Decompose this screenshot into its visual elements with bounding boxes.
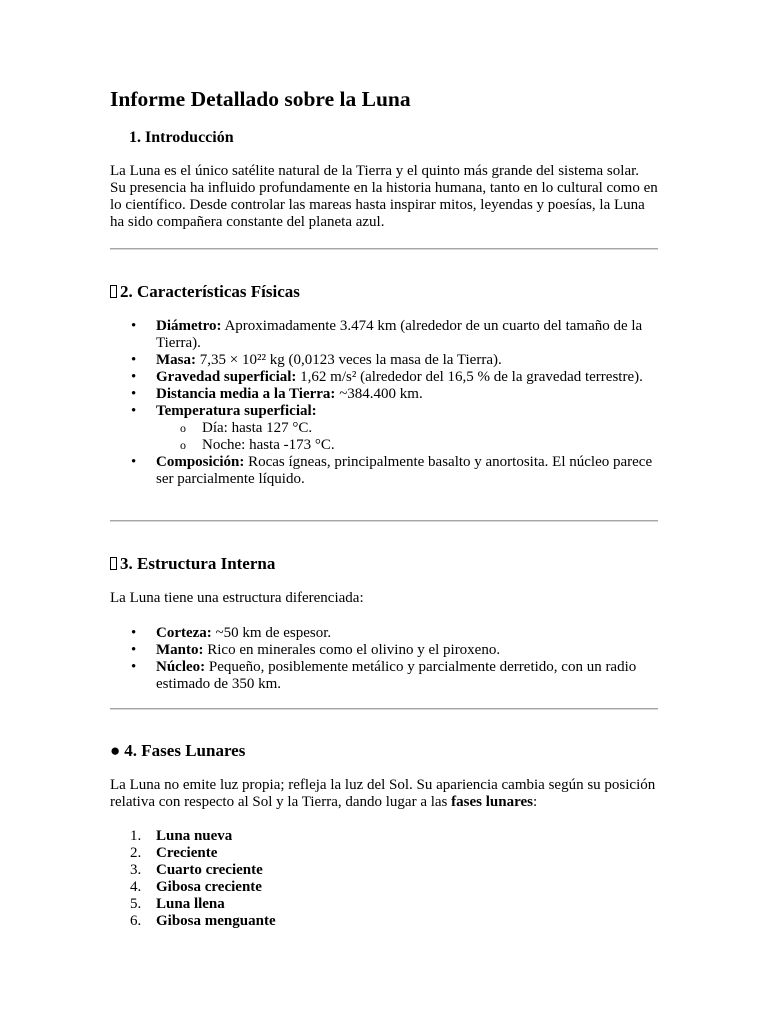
section-heading-caracteristicas <box>110 281 300 303</box>
list-item <box>110 896 658 913</box>
missing-glyph-icon <box>110 557 117 570</box>
horizontal-divider <box>110 708 658 710</box>
missing-glyph-icon <box>110 285 117 298</box>
item-label: Distancia media a la Tierra: <box>156 386 336 402</box>
item-text: 1,62 m/s² (alrededor del 16,5 % de la gravedad terrestre). <box>296 369 643 385</box>
paragraph-text: : <box>532 794 538 810</box>
structure-intro-paragraph: La Luna tiene una estructura diferenciada: <box>110 590 364 606</box>
item-label: Composición: <box>156 454 245 470</box>
physical-properties-list <box>110 318 658 488</box>
list-item <box>110 845 658 862</box>
item-label: Gibosa creciente <box>156 879 262 895</box>
item-label: Creciente <box>156 845 218 861</box>
item-label: Masa: <box>156 352 196 368</box>
item-label: Diámetro: <box>156 318 222 334</box>
item-label: Corteza: <box>156 625 212 641</box>
internal-structure-list <box>110 625 658 693</box>
list-number: 5. <box>130 896 142 912</box>
list-item <box>110 828 658 845</box>
section-heading-text: 2. Características Físicas <box>120 282 300 301</box>
list-item <box>110 862 658 879</box>
item-label: Manto: <box>156 642 204 658</box>
sublist-item <box>156 437 658 454</box>
item-text: Pequeño, posiblemente metálico y parcialmente derretido, con un radio estimado de 350 km. <box>156 659 637 692</box>
lunar-phases-list <box>110 828 658 930</box>
item-text: Aproximadamente 3.474 km (alrededor de un cuarto del tamaño de la Tierra). <box>156 318 643 351</box>
list-item <box>110 318 658 352</box>
item-label: Núcleo: <box>156 659 206 675</box>
item-label: Cuarto creciente <box>156 862 263 878</box>
bullet-icon: • <box>131 659 137 675</box>
phases-intro-paragraph <box>110 777 658 811</box>
item-text: ~384.400 km. <box>335 386 423 402</box>
list-number: 1. <box>130 828 142 844</box>
bullet-icon: • <box>131 386 137 402</box>
section-heading-fases <box>110 740 245 762</box>
list-item <box>110 642 658 659</box>
item-label: Luna llena <box>156 896 225 912</box>
section-heading-text: 4. Fases Lunares <box>124 741 246 760</box>
bullet-icon: • <box>131 352 137 368</box>
list-number: 6. <box>130 913 142 929</box>
bullet-icon: • <box>131 625 137 641</box>
list-number: 4. <box>130 879 142 895</box>
list-item <box>110 879 658 896</box>
document-title: Informe Detallado sobre la Luna <box>110 87 411 111</box>
sublist-item-text: Noche: hasta -173 °C. <box>202 437 335 453</box>
bullet-icon: • <box>131 642 137 658</box>
list-item <box>110 659 658 693</box>
section-heading-text: 3. Estructura Interna <box>120 554 276 573</box>
list-number: 3. <box>130 862 142 878</box>
bullet-icon: • <box>131 454 137 470</box>
full-moon-icon: ● <box>110 741 121 760</box>
list-item <box>110 403 658 454</box>
list-item <box>110 913 658 930</box>
sub-bullet-icon: o <box>180 438 186 452</box>
sublist-item-text: Día: hasta 127 °C. <box>202 420 313 436</box>
emphasis-text: fases lunares <box>451 794 533 810</box>
item-text: Rocas ígneas, principalmente basalto y anortosita. El núcleo parece ser parcialmente líquido. <box>156 454 653 487</box>
section-heading-introduccion: 1. Introducción <box>129 129 234 146</box>
section-heading-estructura <box>110 553 275 575</box>
list-item <box>110 369 658 386</box>
item-label: Temperatura superficial: <box>156 403 317 419</box>
horizontal-divider <box>110 248 658 250</box>
bullet-icon: • <box>131 318 137 334</box>
item-label: Gravedad superficial: <box>156 369 297 385</box>
item-text: 7,35 × 10²² kg (0,0123 veces la masa de la Tierra). <box>196 352 502 368</box>
paragraph-text: La Luna no emite luz propia; refleja la luz del Sol. Su apariencia cambia según su posición relativa con respecto al Sol y la Tierra, dando lugar a las <box>110 777 656 810</box>
bullet-icon: • <box>131 369 137 385</box>
temperature-sublist <box>156 420 658 454</box>
sub-bullet-icon: o <box>180 421 186 435</box>
sublist-item <box>156 420 658 437</box>
item-text: ~50 km de espesor. <box>211 625 332 641</box>
list-item <box>110 625 658 642</box>
item-label: Luna nueva <box>156 828 233 844</box>
list-item <box>110 386 658 403</box>
item-text: Rico en minerales como el olivino y el piroxeno. <box>203 642 501 658</box>
list-number: 2. <box>130 845 142 861</box>
bullet-icon: • <box>131 403 137 419</box>
list-item <box>110 454 658 488</box>
list-item <box>110 352 658 369</box>
item-label: Gibosa menguante <box>156 913 276 929</box>
intro-paragraph: La Luna es el único satélite natural de la Tierra y el quinto más grande del sistema solar. Su presencia ha influido profundamente en la historia humana, tanto en lo cultural como en lo científico. Desde controlar las mareas hasta inspirar mitos, leyendas y poesías, la Luna ha sido compañera constante del planeta azul. <box>110 163 658 230</box>
horizontal-divider <box>110 520 658 522</box>
